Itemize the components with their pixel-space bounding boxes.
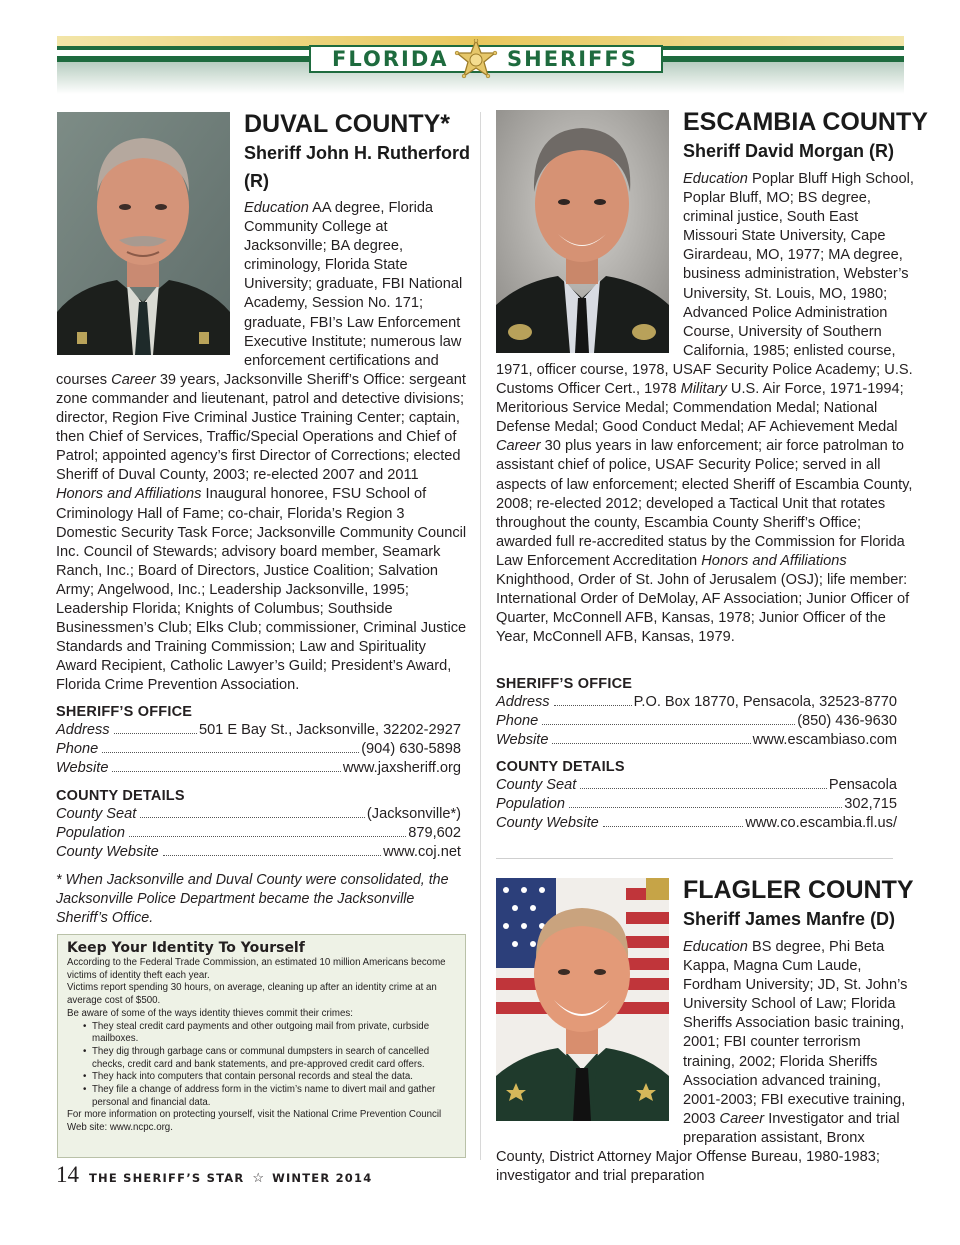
identity-box-p1: According to the Federal Trade Commission, an estimated 10 million Americans become victims of identity theft each year. xyxy=(67,957,446,981)
escambia-bio-text-honors: Knighthood, Order of St. John of Jerusalem (OSJ); life member: International Order of DeMolay, AF Association; Junior Officer of Quarter, McConnell AFB, Kansas, 1978; Junior Officer of the Year, McConnell AFB, Kansas, 1979. xyxy=(496,571,910,646)
identity-box-bullet: • They hack into computers that contain personal records and steal the data. xyxy=(83,1071,456,1084)
duval-county-title: DUVAL COUNTY* xyxy=(244,110,451,138)
flagler-bio-label-career: Career xyxy=(719,1110,765,1127)
duval-bio-label-education: Education xyxy=(244,200,309,216)
duval-bio-text-career: 39 years, Jacksonville Sheriff’s Office: sergeant zone commander and lieutenant, patrol and detective divisions; director, Region Five Criminal Justice Training Center; captain, then Chief of Services, Traffic/Special Operations and Chief of Patrol; appointed agency’s first Director of Corrections; elected Sheriff of Duval County, 2003; re-elected 2007 and 2011 xyxy=(56,371,466,484)
page-footer xyxy=(56,1162,372,1190)
banner-word-florida: FLORIDA xyxy=(332,47,449,71)
escambia-bio-label-military: Military xyxy=(680,381,727,398)
escambia-office-heading: SHERIFF’S OFFICE xyxy=(496,676,633,692)
identity-box-list xyxy=(67,1021,456,1110)
duval-address-row: Address 501 E Bay St., Jacksonville, 32202-2927 xyxy=(56,722,461,738)
duval-website-row: Website www.jaxsheriff.org xyxy=(56,760,461,776)
duval-county-website-row: County Website www.coj.net xyxy=(56,844,461,860)
escambia-county-seat-row: County Seat Pensacola xyxy=(496,777,897,793)
identity-box-p3: Be aware of some of the ways identity thieves commit their crimes: xyxy=(67,1007,353,1019)
escambia-bio-text-military: U.S. Air Force, 1971-1994; Meritorious Service Medal; Commendation Medal; National Defense Medal; Good Conduct Medal; AF Achievement Medal xyxy=(496,381,904,436)
banner-word-sheriffs: SHERIFFS xyxy=(507,47,638,71)
escambia-county-website-row: County Website www.co.escambia.fl.us/ xyxy=(496,815,897,831)
escambia-population-row: Population 302,715 xyxy=(496,796,897,812)
identity-box-title: Keep Your Identity To Yourself xyxy=(67,940,305,956)
escambia-website-row: Website www.escambiaso.com xyxy=(496,732,897,748)
flagler-sheriff-name: Sheriff James Manfre (D) xyxy=(683,909,896,929)
duval-bio-text-education: AA degree, Florida Community College at Jacksonville; BA degree, criminology, Florida State University; graduate, FBI National Academy, Session No. 171; graduate, FBI’s Law Enforcement Executive Institute; numerous law enforcement certifications and courses xyxy=(56,200,463,388)
masthead-banner xyxy=(57,36,904,94)
identity-box-bullet: • They steal credit card payments and other outgoing mail from private, curbside mailboxes. xyxy=(83,1021,456,1046)
escambia-county-title: ESCAMBIA COUNTY xyxy=(683,108,928,136)
identity-box-bullet: • They file a change of address form in the victim’s name to divert mail and gather personal and financial data. xyxy=(83,1084,456,1109)
column-divider xyxy=(480,112,481,1160)
flagler-bio-label-education: Education xyxy=(683,939,748,955)
escambia-bio-label-education: Education xyxy=(683,171,748,187)
duval-bio-label-honors: Honors and Affiliations xyxy=(56,486,202,503)
duval-office-heading: SHERIFF’S OFFICE xyxy=(56,704,193,720)
escambia-bio xyxy=(496,170,914,647)
footer-star-icon: ☆ xyxy=(252,1170,265,1185)
flagler-bio xyxy=(496,938,914,1186)
escambia-phone-row: Phone (850) 436-9630 xyxy=(496,713,897,729)
issue-label: WINTER 2014 xyxy=(272,1171,373,1185)
duval-sheriff-name: Sheriff John H. Rutherford xyxy=(244,143,470,163)
duval-county-seat-row: County Seat (Jacksonville*) xyxy=(56,806,461,822)
flagler-county-title: FLAGLER COUNTY xyxy=(683,876,914,904)
duval-bio-label-career: Career xyxy=(111,371,156,388)
duval-county-heading: COUNTY DETAILS xyxy=(56,788,185,804)
page-number: 14 xyxy=(56,1162,79,1187)
escambia-bio-label-career: Career xyxy=(496,438,541,455)
duval-phone-row: Phone (904) 630-5898 xyxy=(56,741,461,757)
duval-bio-text-honors: Inaugural honoree, FSU School of Criminology Hall of Fame; co-chair, Florida’s Region 3 Domestic Security Task Force; Jacksonville Community Council Inc. Council of Stewards; advisory board member, Seamark Ranch, Inc.; Board of Directors, Justice Coalition; Salvation Army; Angelwood, Inc.; Leadership Jacksonville, 1995; Leadership Florida; Knights of Columbus; Southside Businessmen’s Club; Elks Club; commissioner, Criminal Justice Standards and Training Commission; Law and Spirituality Award Recipient, Catholic Lawyer’s Guild; President’s Award, Florida Crime Prevention Association. xyxy=(56,486,467,694)
escambia-sheriff-name: Sheriff David Morgan (R) xyxy=(683,141,895,161)
duval-bio xyxy=(56,199,468,695)
escambia-address-row: Address P.O. Box 18770, Pensacola, 32523-8770 xyxy=(496,694,897,710)
sheriff-star-badge-icon xyxy=(454,39,498,79)
identity-box-p4: For more information on protecting yourself, visit the National Crime Prevention Council Web site: www.ncpc.org. xyxy=(67,1109,442,1134)
flagler-bio-text-education: BS degree, Phi Beta Kappa, Magna Cum Laude, Fordham University; JD, St. John’s University School of Law; Florida Sheriffs Association basic training, 2001; FBI counter terrorism training, 2002; Florida Sheriffs Association advanced training, 2001-2003; FBI executive training, 2003 xyxy=(683,939,908,1127)
escambia-bio-text-education: Poplar Bluff High School, Poplar Bluff, MO; BS degree, criminal justice, South East Missouri State University, Cape Girardeau, MO, 1977; MA degree, business administration, Webster’s University, St. Louis, MO, 1980; Advanced Police Administration Course, University of Southern California, 1985; enlisted course, 1971, officer course, 1978, USAF Security Police Academy; U.S. Customs Officer Cert., 1978 xyxy=(496,171,914,398)
duval-consolidation-note: * When Jacksonville and Duval County were consolidated, the Jacksonville Police Department became the Jacksonville Sheriff’s Office. xyxy=(56,872,449,926)
flagler-bio-text-career: Investigator and trial preparation assistant, Bronx County, District Attorney Major Offense Bureau, 1980-1983; investigator and trial preparation xyxy=(496,1110,900,1185)
section-divider xyxy=(496,858,893,859)
identity-box-p2: Victims report spending 30 hours, on average, cleaning up after an identity crime at an average cost of $500. xyxy=(67,982,437,1007)
escambia-bio-label-honors: Honors and Affiliations xyxy=(701,552,847,569)
escambia-bio-text-career: 30 plus years in law enforcement; air force patrolman to assistant chief of police, USAF Security Police; served in all aspects of law enforcement; elected Sheriff of Escambia County, 2008; re-elected 2012; developed a Tactical Unit that rotates throughout the county, Escambia County Sheriff’s Office; awarded full re-accredited status by the Commission for Florida Law Enforcement Accreditation xyxy=(496,438,913,569)
publication-name: THE SHERIFF’S STAR xyxy=(89,1171,245,1185)
identity-box-bullet: • They dig through garbage cans or communal dumpsters in search of cancelled checks, credit card and bank statements, and pre-approved credit card offers. xyxy=(83,1046,456,1071)
duval-population-row: Population 879,602 xyxy=(56,825,461,841)
identity-theft-sidebar xyxy=(57,934,466,1158)
escambia-county-heading: COUNTY DETAILS xyxy=(496,759,625,775)
duval-sheriff-party: (R) xyxy=(244,171,269,191)
